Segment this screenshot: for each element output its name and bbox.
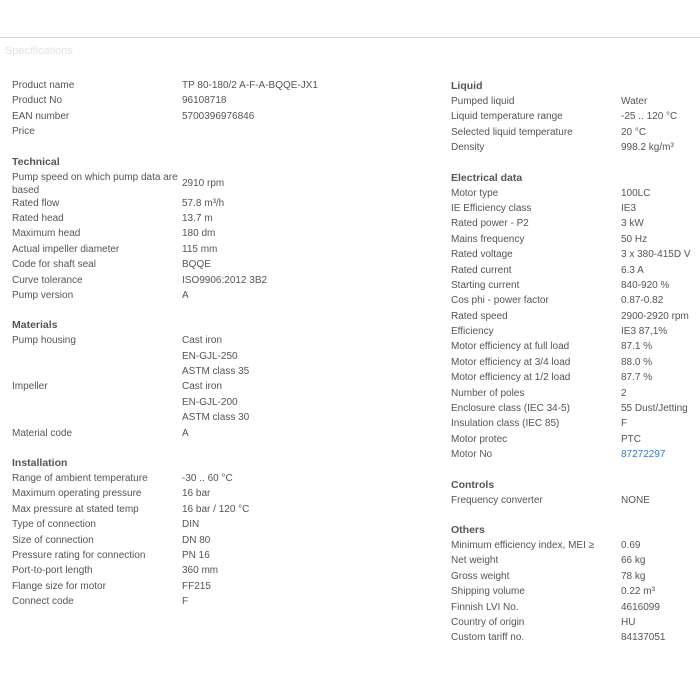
spec-row-rated-current <box>451 264 696 279</box>
spec-label: Material code <box>12 427 73 439</box>
spec-value: 13.7 m <box>182 212 213 224</box>
spec-row-max-pressure-at-stated-temp <box>12 503 442 518</box>
spec-label: Impeller <box>12 381 48 393</box>
spec-value: 2 <box>621 387 627 399</box>
spec-value: 998.2 kg/m³ <box>621 142 674 154</box>
spec-row-finnish-lvi-no <box>451 601 696 616</box>
spec-label: Motor protec <box>451 433 508 445</box>
spec-label: Liquid temperature range <box>451 111 563 123</box>
section-gap <box>451 509 696 523</box>
spec-value: -25 .. 120 °C <box>621 111 678 123</box>
spec-value: -30 .. 60 °C <box>182 473 233 485</box>
spec-row-starting-current <box>451 279 696 294</box>
section-controls <box>451 478 696 509</box>
spec-value: F <box>621 418 628 430</box>
left-spec-column <box>12 79 442 611</box>
section-title: Others <box>451 523 485 536</box>
section-gap <box>451 157 696 171</box>
spec-row-motor-efficiency-at-3-4-load <box>451 356 696 371</box>
spec-row-shipping-volume <box>451 585 696 600</box>
spec-row-motor-protec <box>451 433 696 448</box>
spec-label: Motor type <box>451 187 499 199</box>
spec-label: Product No <box>12 95 63 107</box>
spec-row-pressure-rating-for-connection <box>12 549 442 564</box>
section-gap <box>12 304 442 318</box>
spec-value: 57.8 m³/h <box>182 197 225 209</box>
spec-row-frequency-converter <box>451 494 696 509</box>
spec-label: Maximum head <box>12 228 81 240</box>
spec-row-net-weight <box>451 554 696 569</box>
spec-label: Flange size for motor <box>12 580 106 592</box>
spec-row-rated-power-p2 <box>451 217 696 232</box>
spec-row-type-of-connection <box>12 518 442 533</box>
section-materials <box>12 318 442 442</box>
section-gap <box>12 141 442 155</box>
spec-label: Pump housing <box>12 335 76 347</box>
spec-value: 0.22 m³ <box>621 586 655 598</box>
spec-label: Rated flow <box>12 197 60 209</box>
spec-row-rated-flow <box>12 197 442 212</box>
spec-row-price <box>12 125 442 140</box>
spec-value: EN-GJL-200 <box>182 396 238 408</box>
spec-value: A <box>182 427 189 439</box>
spec-row-motor-efficiency-at-1-2-load <box>451 371 696 386</box>
spec-row-selected-liquid-temperature <box>451 126 696 141</box>
spec-value: Water <box>621 96 648 107</box>
spec-label: Efficiency <box>451 326 494 338</box>
spec-value-list <box>182 380 442 426</box>
spec-label: Product name <box>12 80 75 91</box>
spec-row-maximum-head <box>12 227 442 242</box>
section-liquid <box>451 79 696 157</box>
spec-label: Curve tolerance <box>12 274 83 286</box>
spec-value: IE3 <box>621 202 637 214</box>
spec-value: Cast iron <box>182 381 223 393</box>
spec-label: Mains frequency <box>451 233 525 245</box>
spec-value: 20 °C <box>621 126 647 138</box>
spec-value: 0.69 <box>621 539 641 551</box>
section-others <box>451 523 696 647</box>
spec-label: Motor No <box>451 449 493 461</box>
section-title: Materials <box>12 319 58 332</box>
spec-value: ASTM class 35 <box>182 366 250 378</box>
section-installation <box>12 456 442 611</box>
spec-value: 96108718 <box>182 95 227 107</box>
spec-value: 115 mm <box>182 243 218 255</box>
spec-label: Maximum operating pressure <box>12 488 142 500</box>
spec-row-product-name <box>12 79 442 94</box>
section-technical <box>12 155 442 305</box>
spec-row-product-no <box>12 94 442 109</box>
spec-label: IE Efficiency class <box>451 202 532 214</box>
section-electrical-data <box>451 171 696 464</box>
spec-label: Density <box>451 142 485 154</box>
spec-value: NONE <box>621 494 650 506</box>
spec-label: Pump version <box>12 289 74 301</box>
spec-label: Custom tariff no. <box>451 632 525 644</box>
spec-value: 88.0 % <box>621 356 653 368</box>
spec-value: 66 kg <box>621 555 646 567</box>
spec-row-rated-head <box>12 212 442 227</box>
spec-label: Price <box>12 126 35 138</box>
spec-value: HU <box>621 616 636 628</box>
spec-label: Frequency converter <box>451 494 543 506</box>
spec-label: Number of poles <box>451 387 525 399</box>
spec-row-pump-housing <box>12 334 442 380</box>
spec-label: Motor efficiency at full load <box>451 341 570 353</box>
spec-value: FF215 <box>182 580 211 592</box>
section-title: Electrical data <box>451 171 523 184</box>
spec-label: Actual impeller diameter <box>12 243 120 255</box>
spec-value: 16 bar <box>182 488 211 500</box>
spec-row-size-of-connection <box>12 534 442 549</box>
spec-row-curve-tolerance <box>12 274 442 289</box>
spec-row-motor-no <box>451 448 696 463</box>
spec-value: EN-GJL-250 <box>182 350 238 362</box>
spec-row-impeller <box>12 380 442 426</box>
spec-value: 360 mm <box>182 565 219 577</box>
spec-label: Finnish LVI No. <box>451 601 519 613</box>
spec-row-efficiency <box>451 325 696 340</box>
spec-value: IE3 87,1% <box>621 326 668 338</box>
section-title: Controls <box>451 478 495 491</box>
section-title: Liquid <box>451 80 483 92</box>
spec-value: 5700396976846 <box>182 110 255 122</box>
spec-row-motor-type <box>451 187 696 202</box>
spec-row-custom-tariff-no <box>451 631 696 646</box>
spec-row-ie-efficiency-class <box>451 202 696 217</box>
right-spec-column <box>451 79 696 647</box>
spec-row-range-of-ambient-temperature <box>12 472 442 487</box>
spec-row-pump-speed-on-which-pump-data-are-based <box>12 171 442 197</box>
spec-row-cos-phi-power-factor <box>451 294 696 309</box>
section-title: Installation <box>12 457 68 470</box>
spec-value: 50 Hz <box>621 233 648 245</box>
spec-label: Insulation class (IEC 85) <box>451 418 560 430</box>
spec-row-connect-code <box>12 595 442 610</box>
spec-value <box>182 125 442 140</box>
top-divider <box>0 37 700 38</box>
spec-value: PN 16 <box>182 549 210 561</box>
spec-value: 78 kg <box>621 570 646 582</box>
motor-no-link[interactable]: 87272297 <box>621 449 666 461</box>
section-product <box>12 79 442 141</box>
spec-value: 55 Dust/Jetting <box>621 403 688 415</box>
spec-row-number-of-poles <box>451 387 696 402</box>
spec-label: EAN number <box>12 110 70 122</box>
spec-row-ean-number <box>12 110 442 125</box>
spec-row-pumped-liquid <box>451 95 696 110</box>
spec-label: Type of connection <box>12 519 96 531</box>
spec-label: Max pressure at stated temp <box>12 503 139 515</box>
spec-label: Motor efficiency at 1/2 load <box>451 372 571 384</box>
spec-label: Rated head <box>12 212 64 224</box>
spec-label: Rated voltage <box>451 249 513 261</box>
spec-row-maximum-operating-pressure <box>12 487 442 502</box>
spec-value: ASTM class 30 <box>182 412 250 424</box>
spec-value: DN 80 <box>182 534 211 546</box>
spec-value: 180 dm <box>182 228 216 240</box>
spec-label: Range of ambient temperature <box>12 473 148 485</box>
spec-row-material-code <box>12 427 442 442</box>
spec-value: F <box>182 596 189 608</box>
spec-value: A <box>182 289 189 301</box>
spec-label: Country of origin <box>451 616 525 628</box>
spec-row-insulation-class-iec-85 <box>451 417 696 432</box>
page-title: Specifications <box>5 45 73 57</box>
spec-label: Rated speed <box>451 310 508 322</box>
spec-value: 87.1 % <box>621 341 653 353</box>
spec-value: BQQE <box>182 259 211 271</box>
spec-value-list <box>182 334 442 380</box>
spec-row-country-of-origin <box>451 616 696 631</box>
spec-value: 87.7 % <box>621 372 653 384</box>
spec-value: 4616099 <box>621 601 660 613</box>
spec-value: 840-920 % <box>621 279 670 291</box>
spec-row-rated-speed <box>451 310 696 325</box>
spec-row-rated-voltage <box>451 248 696 263</box>
spec-row-density <box>451 141 696 156</box>
spec-value: 2910 rpm <box>182 178 225 190</box>
spec-value: DIN <box>182 519 200 531</box>
spec-label: Enclosure class (IEC 34-5) <box>451 403 570 415</box>
section-gap <box>451 464 696 478</box>
spec-value: 16 bar / 120 °C <box>182 503 250 515</box>
spec-row-port-to-port-length <box>12 564 442 579</box>
spec-value: Cast iron <box>182 335 223 347</box>
spec-label: Selected liquid temperature <box>451 126 573 138</box>
spec-label: Shipping volume <box>451 586 525 598</box>
spec-label: Pumped liquid <box>451 96 515 107</box>
spec-row-gross-weight <box>451 570 696 585</box>
spec-value: 3 kW <box>621 218 644 230</box>
spec-label: Starting current <box>451 279 520 291</box>
spec-value: 3 x 380-415D V <box>621 249 691 261</box>
spec-row-motor-efficiency-at-full-load <box>451 340 696 355</box>
spec-label: Cos phi - power factor <box>451 295 549 307</box>
spec-value: ISO9906:2012 3B2 <box>182 274 268 286</box>
spec-row-actual-impeller-diameter <box>12 243 442 258</box>
spec-label: Gross weight <box>451 570 510 582</box>
spec-value: 6.3 A <box>621 264 644 276</box>
spec-value: 84137051 <box>621 632 666 644</box>
spec-value: 2900-2920 rpm <box>621 310 689 322</box>
spec-label: Pump speed on which pump data are based <box>12 171 178 196</box>
spec-row-minimum-efficiency-index-mei <box>451 539 696 554</box>
spec-label: Port-to-port length <box>12 565 93 577</box>
spec-row-mains-frequency <box>451 233 696 248</box>
spec-value: PTC <box>621 433 641 445</box>
spec-label: Connect code <box>12 596 74 608</box>
section-gap <box>12 442 442 456</box>
spec-row-code-for-shaft-seal <box>12 258 442 273</box>
spec-label: Rated current <box>451 264 512 276</box>
spec-row-flange-size-for-motor <box>12 580 442 595</box>
spec-label: Rated power - P2 <box>451 218 529 230</box>
spec-label: Net weight <box>451 555 499 567</box>
spec-label: Pressure rating for connection <box>12 549 146 561</box>
spec-label: Minimum efficiency index, MEI ≥ <box>451 539 595 551</box>
spec-value: TP 80-180/2 A-F-A-BQQE-JX1 <box>182 80 318 91</box>
spec-row-pump-version <box>12 289 442 304</box>
spec-label: Size of connection <box>12 534 94 546</box>
spec-label: Code for shaft seal <box>12 259 96 271</box>
spec-value: 0.87-0.82 <box>621 295 664 307</box>
spec-value: 100LC <box>621 187 651 199</box>
section-title: Technical <box>12 155 60 168</box>
spec-label: Motor efficiency at 3/4 load <box>451 356 571 368</box>
spec-row-liquid-temperature-range <box>451 110 696 125</box>
spec-row-enclosure-class-iec-34-5 <box>451 402 696 417</box>
